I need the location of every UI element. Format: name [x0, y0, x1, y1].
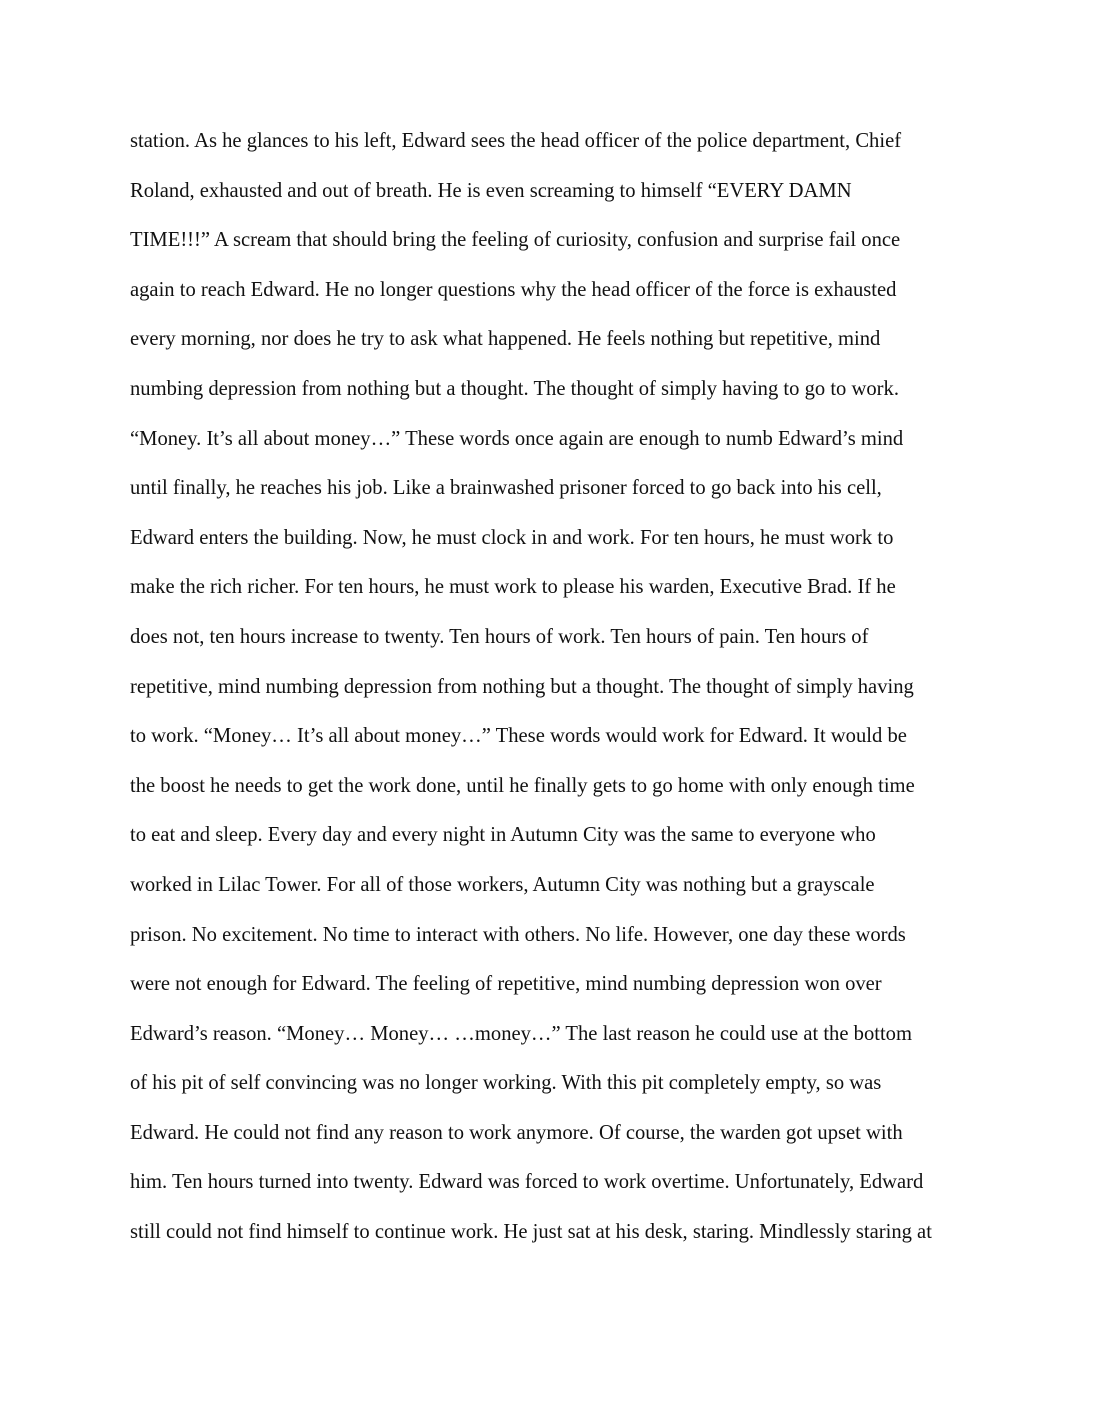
text-line-3: TIME!!!” A scream that should bring the feeling of curiosity, confusion and surprise fail once: [130, 229, 901, 252]
text-line-12: repetitive, mind numbing depression from nothing but a thought. The thought of simply having: [130, 675, 914, 698]
text-line-1: station. As he glances to his left, Edward sees the head officer of the police department, Chief: [130, 130, 902, 152]
text-line-22: him. Ten hours turned into twenty. Edward was forced to work overtime. Unfortunately, Edward: [130, 1171, 924, 1194]
text-line-20: of his pit of self convincing was no longer working. With this pit completely empty, so was: [130, 1072, 882, 1095]
body-text: [130, 117, 1010, 1258]
text-line-19: Edward’s reason. “Money… Money… …money…” The last reason he could use at the bottom: [130, 1022, 912, 1045]
text-line-6: numbing depression from nothing but a thought. The thought of simply having to go to work.: [130, 377, 899, 400]
text-line-16: worked in Lilac Tower. For all of those workers, Autumn City was nothing but a grayscale: [130, 873, 875, 896]
text-line-5: every morning, nor does he try to ask what happened. He feels nothing but repetitive, mind: [130, 328, 881, 351]
text-line-11: does not, ten hours increase to twenty. Ten hours of work. Ten hours of pain. Ten hours of: [130, 625, 869, 648]
text-line-18: were not enough for Edward. The feeling of repetitive, mind numbing depression won over: [130, 973, 882, 996]
text-line-15: to eat and sleep. Every day and every night in Autumn City was the same to everyone who: [130, 824, 876, 847]
text-line-14: the boost he needs to get the work done, until he finally gets to go home with only enough time: [130, 774, 915, 797]
text-line-4: again to reach Edward. He no longer questions why the head officer of the force is exhausted: [130, 278, 897, 301]
text-line-13: to work. “Money… It’s all about money…” These words would work for Edward. It would be: [130, 725, 907, 748]
text-line-7: “Money. It’s all about money…” These words once again are enough to numb Edward’s mind: [130, 427, 904, 450]
text-line-21: Edward. He could not find any reason to work anymore. Of course, the warden got upset with: [130, 1121, 903, 1144]
text-line-17: prison. No excitement. No time to interact with others. No life. However, one day these words: [130, 923, 906, 946]
text-line-2: Roland, exhausted and out of breath. He is even screaming to himself “EVERY DAMN: [130, 179, 852, 202]
text-line-23: still could not find himself to continue work. He just sat at his desk, staring. Mindlessly staring at: [130, 1221, 932, 1244]
text-line-8: until finally, he reaches his job. Like a brainwashed prisoner forced to go back into his cell,: [130, 477, 882, 500]
text-line-9: Edward enters the building. Now, he must clock in and work. For ten hours, he must work to: [130, 526, 894, 549]
text-line-10: make the rich richer. For ten hours, he must work to please his warden, Executive Brad. If he: [130, 576, 896, 599]
